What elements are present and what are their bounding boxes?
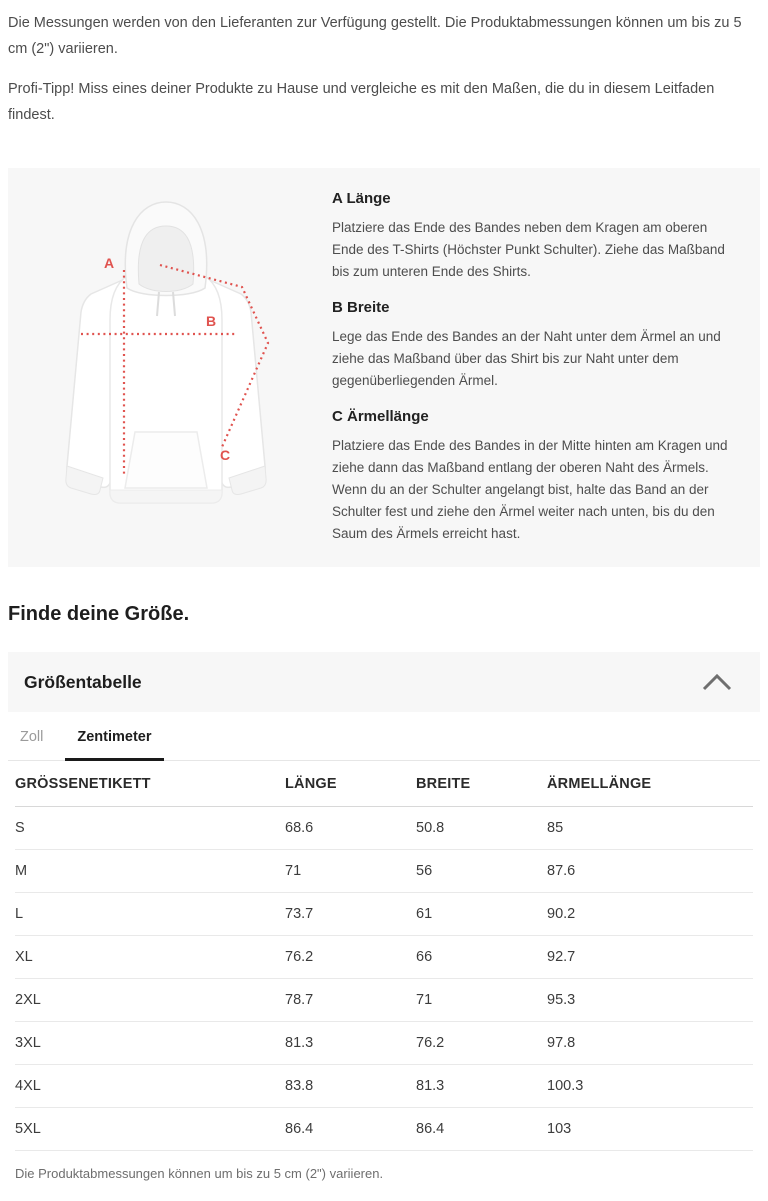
measure-guide-panel [8, 168, 760, 567]
size-chart-accordion-header[interactable] [8, 652, 760, 712]
column-header-length: LÄNGE [285, 775, 337, 792]
guide-section-body: Platziere das Ende des Bandes in der Mitte hinten am Kragen und ziehe dann das Maßband entlang der oberen Naht des Ärmels. Wenn du an der Schulter angelangt bist, halte das Band an der Schulter fest und ziehe den Ärmel weiter nach unten, bis du den Saum des Ärmels erreicht hast. [332, 438, 728, 541]
size-table [8, 761, 760, 1151]
hoodie-illustration [23, 188, 313, 518]
cell-size-label: S [15, 820, 25, 836]
size-table-header-row [15, 761, 753, 807]
guide-section-title: C Ärmellänge [332, 408, 429, 425]
cell-size-label: 3XL [15, 1035, 41, 1051]
chevron-up-icon[interactable] [702, 674, 732, 691]
hoodie-shape [66, 202, 266, 503]
cell-length: 86.4 [285, 1121, 314, 1137]
cell-length: 73.7 [285, 906, 314, 922]
table-row [15, 807, 753, 850]
size-chart [8, 652, 760, 1181]
cell-length: 78.7 [285, 992, 314, 1008]
cell-length: 68.6 [285, 820, 314, 836]
cell-length: 71 [285, 863, 302, 879]
cell-width: 56 [416, 863, 433, 879]
table-row [15, 936, 753, 979]
cell-sleeve: 97.8 [547, 1035, 576, 1051]
cell-width: 71 [416, 992, 433, 1008]
diagram-label-c: C [219, 447, 231, 463]
tab-zoll[interactable]: Zoll [8, 714, 55, 761]
hoodie-diagram [18, 188, 318, 545]
cell-size-label: M [15, 863, 28, 879]
cell-size-label: 5XL [15, 1121, 41, 1137]
diagram-label-b: B [205, 313, 217, 329]
cell-length: 76.2 [285, 949, 314, 965]
cell-width: 76.2 [416, 1035, 445, 1051]
cell-sleeve: 87.6 [547, 863, 576, 879]
cell-sleeve: 100.3 [547, 1078, 584, 1094]
cell-size-label: 2XL [15, 992, 41, 1008]
cell-length: 83.8 [285, 1078, 314, 1094]
cell-width: 86.4 [416, 1121, 445, 1137]
column-header-size-label: GRÖSSENETIKETT [15, 775, 151, 792]
cell-size-label: L [15, 906, 24, 922]
table-row [15, 1108, 753, 1151]
guide-section-title: A Länge [332, 190, 391, 207]
cell-length: 81.3 [285, 1035, 314, 1051]
table-row [15, 1022, 753, 1065]
column-header-width: BREITE [416, 775, 471, 792]
guide-section-width [332, 299, 734, 392]
cell-width: 81.3 [416, 1078, 445, 1094]
cell-sleeve: 85 [547, 820, 564, 836]
diagram-label-a: A [103, 255, 115, 271]
cell-width: 50.8 [416, 820, 445, 836]
cell-size-label: XL [15, 949, 33, 965]
find-size-heading: Finde deine Größe. [8, 603, 190, 625]
guide-section-length [332, 190, 734, 283]
cell-sleeve: 103 [547, 1121, 572, 1137]
cell-sleeve: 95.3 [547, 992, 576, 1008]
cell-sleeve: 90.2 [547, 906, 576, 922]
table-row [15, 979, 753, 1022]
size-table-body [15, 807, 753, 1151]
cell-width: 66 [416, 949, 433, 965]
table-row [15, 1065, 753, 1108]
supplier-disclaimer: Die Messungen werden von den Lieferanten zur Verfügung gestellt. Die Produktabmessungen können um bis zu 5 cm (2") variieren. [8, 15, 742, 57]
cell-width: 61 [416, 906, 433, 922]
table-row [15, 893, 753, 936]
tab-zentimeter[interactable]: Zentimeter [65, 714, 163, 761]
guide-section-sleeve [332, 408, 734, 545]
guide-section-body: Lege das Ende des Bandes an der Naht unter dem Ärmel an und ziehe das Maßband über das Shirt bis zur Naht unter dem gegenüberliegenden Ärmel. [332, 329, 721, 388]
cell-size-label: 4XL [15, 1078, 41, 1094]
column-header-sleeve: ÄRMELLÄNGE [547, 775, 652, 792]
unit-tabs [8, 712, 760, 761]
pro-tip-text: Profi-Tipp! Miss eines deiner Produkte zu Hause und vergleiche es mit den Maßen, die du in diesem Leitfaden findest. [8, 81, 715, 123]
table-row [15, 850, 753, 893]
table-footnote: Die Produktabmessungen können um bis zu 5 cm (2") variieren. [15, 1166, 384, 1181]
guide-section-title: B Breite [332, 299, 390, 316]
guide-section-body: Platziere das Ende des Bandes neben dem Kragen am oberen Ende des T-Shirts (Höchster Punkt Schulter). Ziehe das Maßband bis zum unteren Ende des Shirts. [332, 220, 725, 279]
size-chart-title: Größentabelle [24, 671, 142, 692]
measure-instructions [318, 188, 744, 545]
cell-sleeve: 92.7 [547, 949, 576, 965]
